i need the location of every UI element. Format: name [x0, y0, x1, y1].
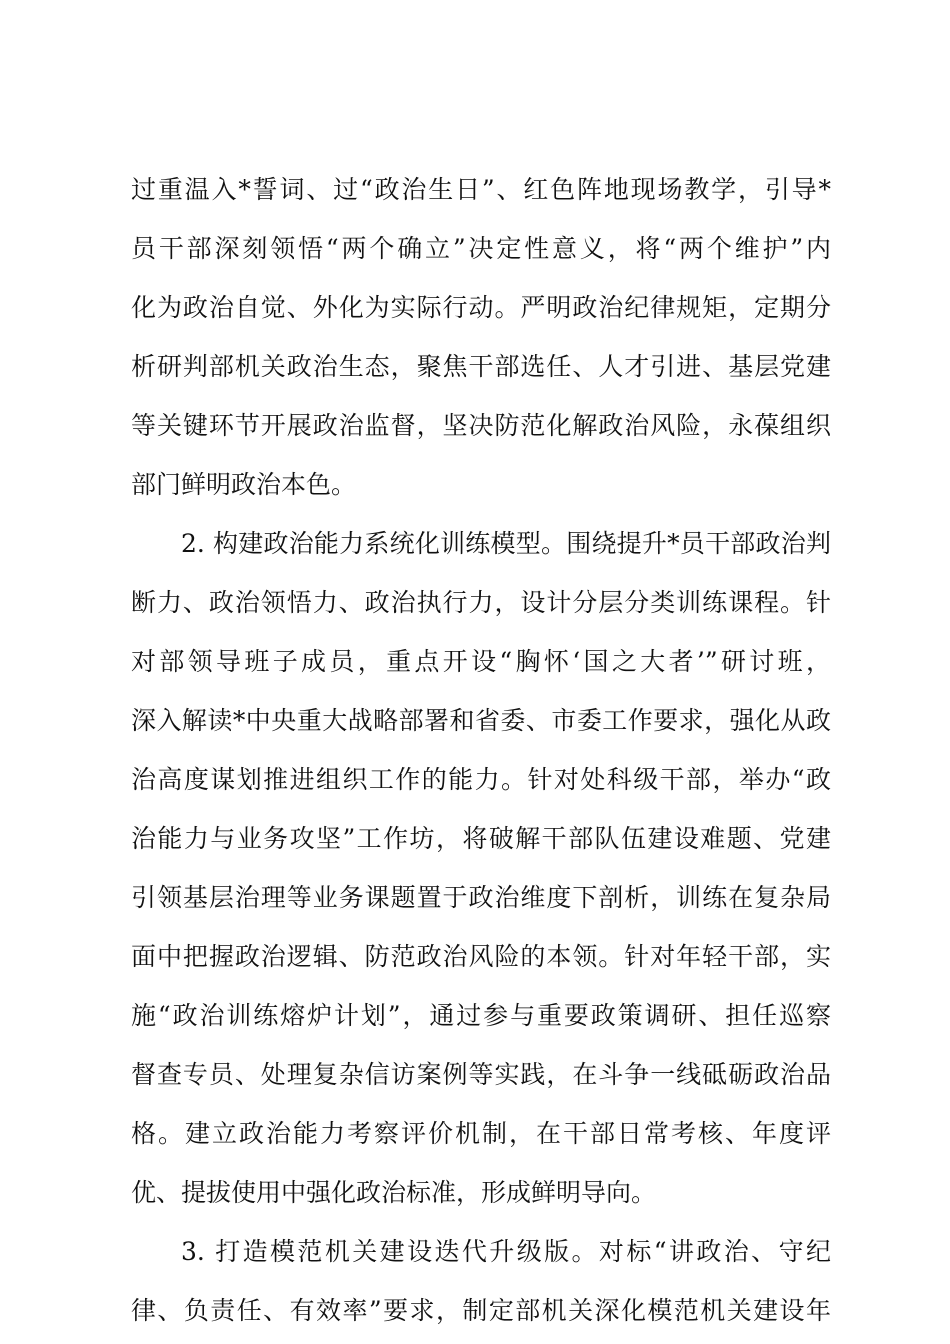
paragraph-line: 面中把握政治逻辑、防范政治风险的本领。针对年轻干部，实	[131, 942, 831, 971]
paragraph-line: 施“政治训练熔炉计划”，通过参与重要政策调研、担任巡察	[131, 1001, 831, 1030]
paragraph-line: 3. 打造模范机关建设迭代升级版。对标“讲政治、守纪	[181, 1237, 831, 1266]
paragraph-3	[131, 1222, 831, 1340]
paragraph-line: 析研判部机关政治生态，聚焦干部选任、人才引进、基层党建	[131, 352, 831, 381]
paragraph-line: 部门鲜明政治本色。	[131, 470, 357, 499]
paragraph-line: 对部领导班子成员，重点开设“胸怀‘国之大者’”研讨班，	[131, 647, 831, 676]
paragraph-line: 治高度谋划推进组织工作的能力。针对处科级干部，举办“政	[131, 765, 831, 794]
paragraph-line: 2. 构建政治能力系统化训练模型。围绕提升*员干部政治判	[181, 529, 831, 558]
paragraph-line: 优、提拔使用中强化政治标准，形成鲜明导向。	[131, 1178, 657, 1207]
paragraph-line: 等关键环节开展政治监督，坚决防范化解政治风险，永葆组织	[131, 411, 831, 440]
paragraph-line: 治能力与业务攻坚”工作坊，将破解干部队伍建设难题、党建	[131, 824, 831, 853]
paragraph-line: 督查专员、处理复杂信访案例等实践，在斗争一线砥砺政治品	[131, 1060, 831, 1089]
paragraph-1	[131, 160, 831, 514]
paragraph-line: 深入解读*中央重大战略部署和省委、市委工作要求，强化从政	[131, 706, 831, 735]
paragraph-line: 员干部深刻领悟“两个确立”决定性意义，将“两个维护”内	[131, 234, 831, 263]
paragraph-line: 过重温入*誓词、过“政治生日”、红色阵地现场教学，引导*	[131, 175, 831, 204]
paragraph-line: 引领基层治理等业务课题置于政治维度下剖析，训练在复杂局	[131, 883, 831, 912]
paragraph-line: 格。建立政治能力考察评价机制，在干部日常考核、年度评	[131, 1119, 831, 1148]
paragraph-2	[131, 514, 831, 1222]
paragraph-line: 断力、政治领悟力、政治执行力，设计分层分类训练课程。针	[131, 588, 831, 617]
paragraph-line: 化为政治自觉、外化为实际行动。严明政治纪律规矩，定期分	[131, 293, 831, 322]
document-body	[131, 160, 831, 1340]
paragraph-line: 律、负责任、有效率”要求，制定部机关深化模范机关建设年	[131, 1296, 831, 1325]
